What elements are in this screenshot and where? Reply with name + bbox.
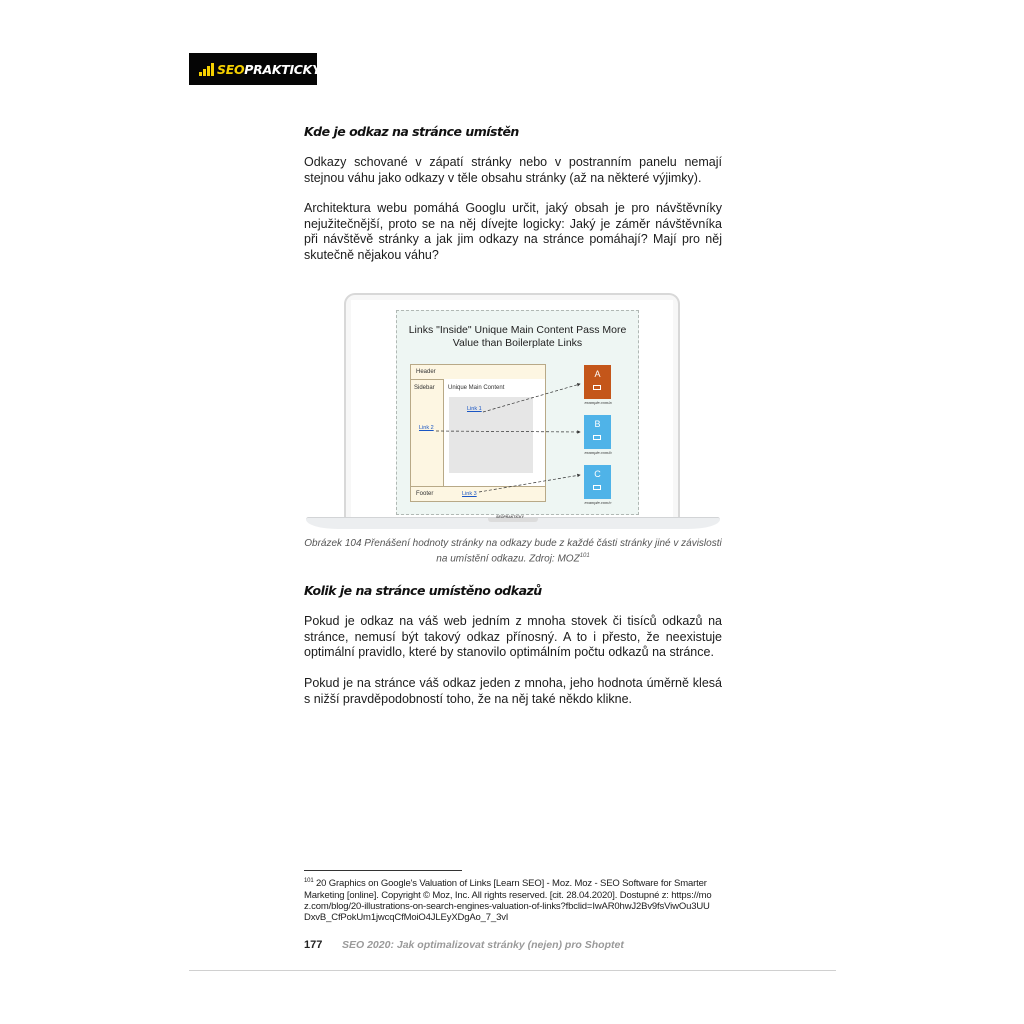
logo-text: [217, 62, 321, 77]
seoprakticky-logo: [189, 53, 321, 85]
destination-b: [584, 415, 612, 455]
footnote-divider: [304, 870, 462, 871]
diagram-title-line2: Value than Boilerplate Links: [452, 337, 583, 349]
header-label: Header: [416, 369, 436, 375]
destination-a-caption: example.com/a: [584, 400, 612, 405]
battery-icon: [593, 385, 601, 390]
footnote: [304, 876, 714, 924]
logo-seo: SEO: [217, 61, 245, 77]
diagram-panel: [396, 310, 639, 515]
figure-caption-ref: 101: [579, 553, 590, 559]
paragraph: Pokud je na stránce váš odkaz jeden z mnoha, jeho hodnota úměrně klesá s nižší pravděpodobností toho, že na něj také někdo klikne.: [304, 676, 722, 706]
destination-b-caption: example.com/b: [584, 450, 612, 455]
link-1: Link 1: [467, 406, 482, 412]
footnote-url[interactable]: https://moz.com/blog/20-illustrations-on-search-engines-valuation-of-links?fbclid=IwAR0hwJ2Bv9fsViwOu3UUDxvB_CfPokUm1jwcqCfMoiO4JLEyXDgAo_7_3vI: [304, 889, 712, 924]
figure-caption-text: Obrázek 104 Přenášení hodnoty stránky na odkazy bude z každé části stránky jiné v závislosti na umístění odkazu. Zdroj: MOZ: [304, 538, 722, 565]
battery-icon: [593, 485, 601, 490]
page-number: 177: [304, 939, 323, 951]
chart-bars-icon: [199, 62, 214, 76]
footnote-text: 20 Graphics on Google's Valuation of Links [Learn SEO] - Moz. Moz - SEO Software for Smarter Marketing [online]. Copyright © Moz, Inc. All rights reserved. [cit. 28.04.2020]. Dostupné z:: [304, 878, 707, 901]
running-title: SEO 2020: Jak optimalizovat stránky (nejen) pro Shoptet: [342, 939, 624, 951]
laptop-screen: [344, 293, 680, 518]
section-heading-placement: Kde je odkaz na stránce umístěn: [304, 124, 519, 139]
laptop-base: [306, 517, 720, 529]
arrow-link2-b: [436, 431, 580, 432]
laptop-logo: SEOPRAKTICKY: [496, 515, 524, 519]
paragraph: Odkazy schované v zápatí stránky nebo v postranním panelu nemají stejnou váhu jako odkazy v těle obsahu stránky (až na některé výjimky).: [304, 155, 722, 185]
figure-caption: [304, 538, 722, 565]
destination-a: [584, 365, 612, 405]
main-content-label: Unique Main Content: [448, 385, 505, 391]
paragraph: Architektura webu pomáhá Googlu určit, jaký obsah je pro návštěvníky nejužitečnější, proto se na něj dívejte logicky: Jaký je záměr návštěvníka při návštěvě stránky a jak jim odkazy na stránce pomáhají? Mají pro něj skutečně nějakou váhu?: [304, 201, 722, 262]
link-2: Link 2: [419, 425, 434, 431]
page-bottom-divider: [189, 970, 836, 971]
destination-b-letter: B: [594, 419, 601, 429]
destination-c-letter: C: [594, 469, 601, 479]
arrow-link3-c: [479, 475, 580, 492]
paragraph: Pokud je odkaz na váš web jedním z mnoha stovek či tisíců odkazů na stránce, nemusí být takový odkaz přínosný. A to i přesto, že neexistuje optimální pravidlo, které by stanovilo optimálním počtu odkazů na stránce.: [304, 614, 722, 660]
battery-icon: [593, 435, 601, 440]
footer-label: Footer: [416, 491, 434, 497]
laptop-screen-display: [351, 300, 673, 518]
destination-c-caption: example.com/c: [584, 500, 612, 505]
figure-laptop: [306, 293, 720, 533]
link-3: Link 3: [462, 491, 477, 497]
logo-prakticky: PRAKTICKY: [244, 61, 321, 77]
footnote-number: 101: [304, 878, 314, 884]
destination-a-letter: A: [594, 369, 601, 379]
sidebar-label: Sidebar: [414, 385, 435, 391]
section-heading-count: Kolik je na stránce umístěno odkazů: [304, 583, 542, 598]
arrow-link1-a: [483, 384, 580, 412]
diagram-title-line1: Links "Inside" Unique Main Content Pass More: [408, 324, 627, 336]
destination-c: [584, 465, 612, 505]
